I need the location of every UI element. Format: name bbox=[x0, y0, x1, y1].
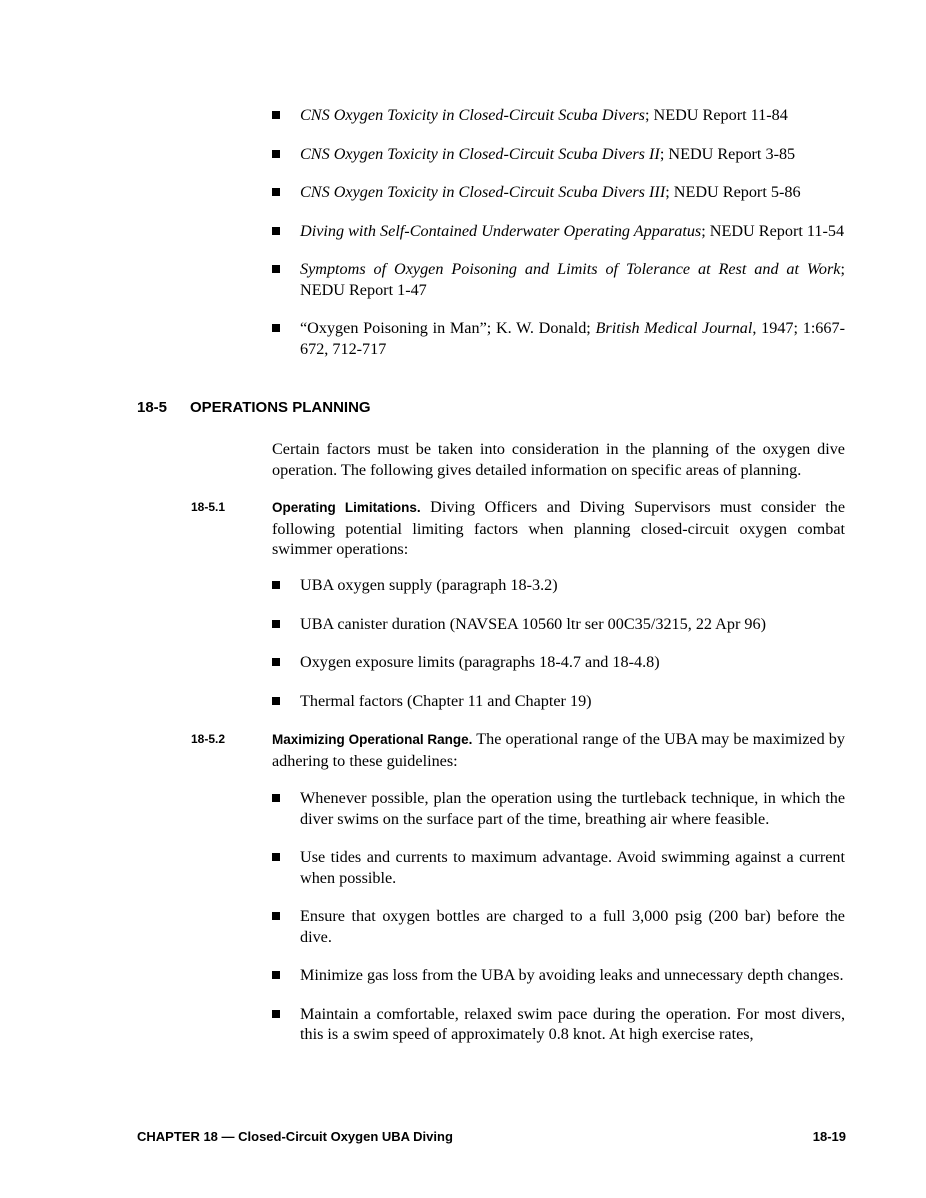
subsection-number: 18-5.2 bbox=[191, 732, 226, 746]
bullet-icon bbox=[272, 912, 280, 920]
page-number: 18-19 bbox=[812, 1129, 846, 1144]
list-item bbox=[272, 318, 845, 359]
list-item bbox=[272, 847, 845, 888]
list-item-text: Whenever possible, plan the operation using the turtleback technique, in which the diver swims on the surface part of the time, breathing air where feasible. bbox=[300, 789, 845, 828]
bullet-icon bbox=[272, 853, 280, 861]
bullet-icon bbox=[272, 697, 280, 705]
list-item-text: Oxygen exposure limits (paragraphs 18-4.7 and 18-4.8) bbox=[300, 653, 660, 671]
bullet-icon bbox=[272, 620, 280, 628]
reference-title: Symptoms of Oxygen Poisoning and Limits of Tolerance at Rest and at Work bbox=[300, 260, 841, 278]
bullet-icon bbox=[272, 111, 280, 119]
bullet-icon bbox=[272, 227, 280, 235]
reference-title: Diving with Self-Contained Underwater Operating Apparatus bbox=[300, 221, 702, 240]
bullet-icon bbox=[272, 188, 280, 196]
list-item-text: Thermal factors (Chapter 11 and Chapter 19) bbox=[300, 691, 592, 710]
list-item bbox=[272, 105, 845, 126]
subsection-number: 18-5.1 bbox=[191, 500, 226, 514]
list-item bbox=[272, 691, 845, 712]
subsection-text: Diving Officers and Diving Supervisors must consider the following potential limiting factors when planning closed-circuit oxygen combat swimmer operations: bbox=[272, 498, 845, 558]
reference-title: CNS Oxygen Toxicity in Closed-Circuit Scuba Divers bbox=[300, 106, 645, 124]
guidelines-list bbox=[272, 788, 845, 1045]
reference-title: British Medical Journal bbox=[595, 319, 753, 337]
list-item bbox=[272, 1004, 845, 1045]
list-item bbox=[272, 144, 845, 165]
list-item bbox=[272, 652, 845, 673]
bullet-icon bbox=[272, 150, 280, 158]
list-item-text: Use tides and currents to maximum advantage. Avoid swimming against a current when possible. bbox=[300, 848, 845, 887]
section-title: OPERATIONS PLANNING bbox=[190, 399, 371, 416]
reference-title: CNS Oxygen Toxicity in Closed-Circuit Scuba Divers II bbox=[300, 144, 660, 163]
list-item bbox=[272, 575, 845, 596]
bullet-icon bbox=[272, 581, 280, 589]
subsection-heading: Maximizing Operational Range. bbox=[272, 732, 473, 747]
list-item bbox=[272, 614, 845, 635]
reference-detail: , 1947; 1:667-672, 712-717 bbox=[300, 319, 845, 358]
bullet-icon bbox=[272, 1010, 280, 1018]
list-item-text: Maintain a comfortable, relaxed swim pace during the operation. For most divers, this is a swim speed of approximately 0.8 knot. At high exercise rates, bbox=[300, 1004, 845, 1043]
reference-detail: ; NEDU Report 1-47 bbox=[300, 260, 845, 299]
limitations-list bbox=[272, 575, 845, 711]
section-heading bbox=[137, 398, 371, 418]
reference-detail: ; NEDU Report 11-54 bbox=[701, 221, 845, 240]
reference-author: “Oxygen Poisoning in Man”; K. W. Donald; bbox=[300, 319, 596, 337]
bullet-icon bbox=[272, 794, 280, 802]
reference-detail: ; NEDU Report 5-86 bbox=[665, 183, 801, 201]
subsection-text: The operational range of the UBA may be maximized by adhering to these guidelines: bbox=[272, 730, 845, 770]
reference-detail: ; NEDU Report 3-85 bbox=[659, 144, 796, 163]
list-item bbox=[272, 906, 845, 947]
list-item bbox=[272, 182, 845, 203]
list-item-text: Ensure that oxygen bottles are charged to a full 3,000 psig (200 bar) before the dive. bbox=[300, 907, 845, 946]
subsection-paragraph bbox=[272, 497, 845, 560]
chapter-title: CHAPTER 18 — Closed-Circuit Oxygen UBA Diving bbox=[137, 1129, 453, 1144]
list-item bbox=[272, 259, 845, 300]
page-footer bbox=[137, 1128, 846, 1146]
list-item-text: Minimize gas loss from the UBA by avoiding leaks and unnecessary depth changes. bbox=[300, 966, 844, 984]
subsection-paragraph bbox=[272, 729, 845, 771]
bullet-icon bbox=[272, 265, 280, 273]
reference-list bbox=[272, 105, 845, 359]
list-item bbox=[272, 221, 845, 242]
list-item bbox=[272, 788, 845, 829]
section-number: 18-5 bbox=[137, 399, 168, 416]
bullet-icon bbox=[272, 658, 280, 666]
subsection-heading: Operating Limitations. bbox=[272, 500, 421, 515]
list-item bbox=[272, 965, 845, 986]
reference-title: CNS Oxygen Toxicity in Closed-Circuit Scuba Divers III bbox=[300, 183, 666, 201]
list-item-text: UBA canister duration (NAVSEA 10560 ltr ser 00C35/3215, 22 Apr 96) bbox=[300, 614, 766, 633]
reference-detail: ; NEDU Report 11-84 bbox=[645, 106, 788, 124]
list-item-text: UBA oxygen supply (paragraph 18-3.2) bbox=[300, 576, 558, 594]
section-intro: Certain factors must be taken into consideration in the planning of the oxygen dive operation. The following gives detailed information on specific areas of planning. bbox=[272, 440, 845, 479]
bullet-icon bbox=[272, 324, 280, 332]
bullet-icon bbox=[272, 971, 280, 979]
